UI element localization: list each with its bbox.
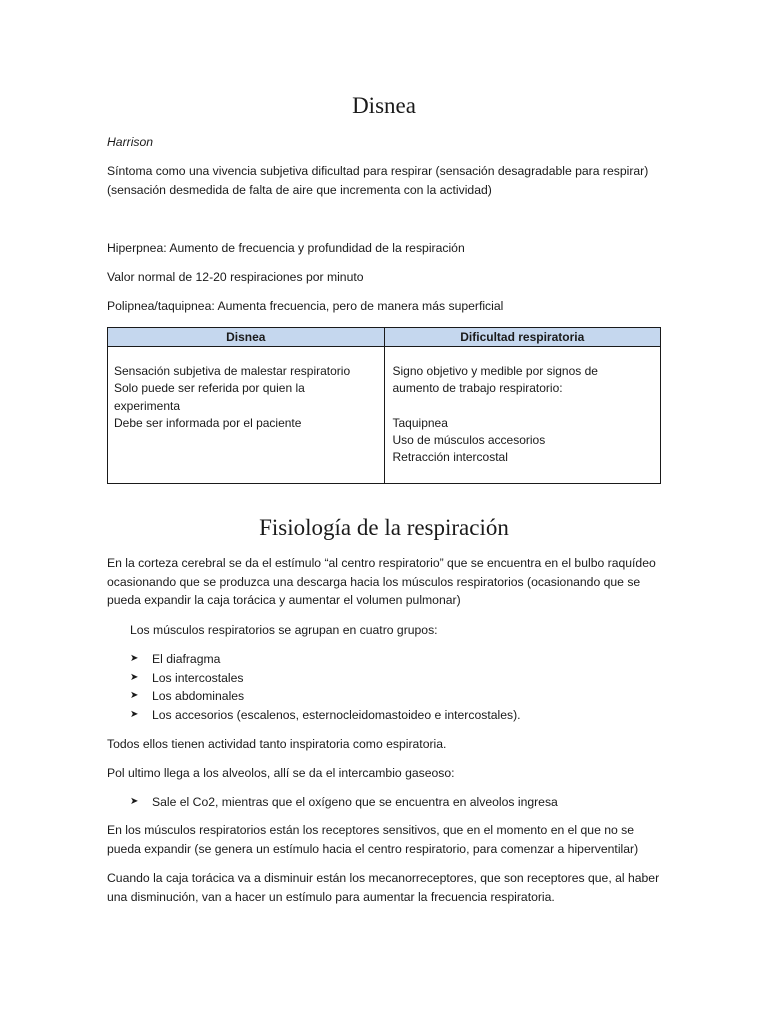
receptors-paragraph: En los músculos respiratorios están los receptores sensitivos, que en el momento en el que no se pueda expandir (se genera un estímulo hacia el centro respiratorio, para comenzar a hiperventilar)	[107, 823, 639, 856]
intro-paragraph: En la corteza cerebral se da el estímulo “al centro respiratorio” que se encuentra en el bulbo raquídeo ocasionando que se produzca una descarga hacia los músculos respiratorios (ocasionando que se pueda expandir la caja torácica y aumentar el volumen pulmonar)	[107, 556, 656, 607]
cell-line: Taquipnea	[392, 415, 448, 430]
list-item	[130, 793, 670, 812]
table-row	[108, 347, 661, 484]
arrowhead-bullet-icon: ➤	[130, 709, 139, 721]
list-item-text: Los intercostales	[152, 670, 244, 685]
arrowhead-bullet-icon: ➤	[130, 653, 139, 664]
table-cell-dificultad	[384, 347, 661, 484]
list-item	[130, 687, 670, 706]
alveoli-list	[130, 793, 670, 812]
list-item	[130, 650, 670, 669]
cell-line: Uso de músculos accesorios	[392, 433, 546, 448]
cell-line: Sensación subjetiva de malestar respiratorio	[114, 364, 351, 378]
muscle-groups-list	[130, 650, 670, 725]
polypnea-paragraph: Polipnea/taquipnea: Aumenta frecuencia, pero de manera más superficial	[107, 299, 504, 313]
table-cell-disnea	[108, 347, 385, 484]
arrowhead-bullet-icon: ➤	[130, 796, 139, 807]
arrowhead-bullet-icon: ➤	[130, 690, 139, 702]
source-label: Harrison	[107, 135, 154, 149]
section-title: Fisiología de la respiración	[259, 515, 509, 540]
list-item	[130, 669, 670, 688]
cell-line: experimenta	[114, 398, 181, 413]
list-item-text: Sale el Co2, mientras que el oxígeno que se encuentra en alveolos ingresa	[152, 795, 558, 809]
table-header-row	[108, 328, 661, 347]
list-item-text: Los abdominales	[152, 689, 245, 704]
definition-paragraph: Síntoma como una vivencia subjetiva dificultad para respirar (sensación desagradable para respirar) (sensación desmedida de falta de aire que incrementa con la actividad)	[107, 164, 649, 197]
comparison-table	[107, 327, 661, 484]
activity-paragraph: Todos ellos tienen actividad tanto inspiratoria como espiratoria.	[107, 737, 447, 751]
cell-line: Debe ser informada por el paciente	[114, 415, 302, 430]
mechanoreceptors-paragraph: Cuando la caja torácica va a disminuir están los mecanorreceptores, que son receptores que, al haber una disminución, van a hacer un estímulo para aumentar la frecuencia respiratoria.	[107, 871, 660, 904]
table-header-dificultad: Dificultad respiratoria	[384, 328, 661, 347]
page-title: Disnea	[352, 93, 416, 118]
list-item-text: El diafragma	[152, 652, 221, 666]
muscle-groups-intro: Los músculos respiratorios se agrupan en cuatro grupos:	[130, 623, 438, 637]
normal-value-paragraph: Valor normal de 12-20 respiraciones por minuto	[107, 270, 364, 284]
list-item	[130, 706, 670, 725]
arrowhead-bullet-icon: ➤	[130, 671, 139, 683]
cell-line: aumento de trabajo respiratorio:	[392, 381, 563, 396]
table-header-disnea: Disnea	[108, 328, 385, 347]
hyperpnea-paragraph: Hiperpnea: Aumento de frecuencia y profundidad de la respiración	[107, 241, 465, 255]
cell-blank-line	[393, 398, 655, 415]
cell-line: Retracción intercostal	[392, 450, 508, 465]
list-item-text: Los accesorios (escalenos, esternocleidomastoideo e intercostales).	[152, 708, 521, 723]
alveoli-paragraph: Pol ultimo llega a los alveolos, allí se da el intercambio gaseoso:	[107, 766, 455, 780]
cell-line: Solo puede ser referida por quien la	[114, 381, 305, 396]
cell-line: Signo objetivo y medible por signos de	[392, 364, 598, 378]
